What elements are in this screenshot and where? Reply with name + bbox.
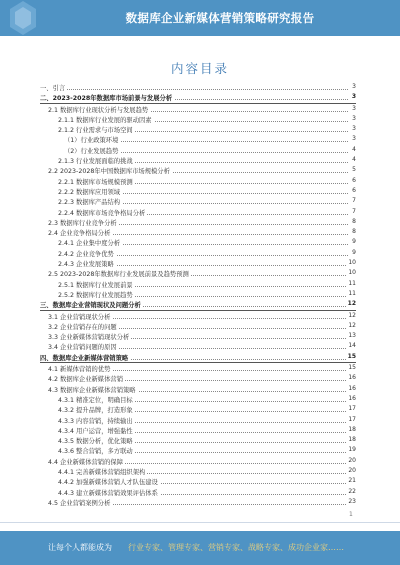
- toc-entry-label: 2.2 2023-2028年中国数据库市场规模分析: [48, 168, 170, 176]
- toc-entry-label: 4.4.2 加强新媒体营销人才队伍建设: [58, 479, 158, 487]
- footer-roles: 行业专家、管理专家、营销专家、战略专家、成功企业家……: [128, 543, 344, 552]
- toc-entry[interactable]: [40, 384, 356, 394]
- toc-entry[interactable]: [40, 415, 356, 425]
- toc-entry-label: 4.1 新媒体营销的优势: [48, 366, 111, 374]
- toc-entry-page: 3: [352, 104, 356, 112]
- toc-entry[interactable]: [40, 237, 356, 247]
- toc-entry[interactable]: [40, 289, 356, 299]
- toc-entry[interactable]: [40, 207, 356, 217]
- toc-entry-label: 4.4.1 完善新媒体营销组织架构: [58, 468, 146, 476]
- footer-slogan: 让每个人都能成为: [48, 543, 112, 552]
- toc-entry[interactable]: [40, 466, 356, 476]
- toc-entry-label: 4.4 企业新媒体营销的保障: [48, 458, 123, 466]
- toc-entry-page: 10: [348, 269, 356, 277]
- toc-entry-label: 三、数据库企业营销现状及问题分析: [40, 302, 141, 310]
- toc-entry-label: 2.1.1 数据库行业发展的驱动因素: [58, 116, 152, 124]
- toc-entry-label: 2.5.2 数据库行业发展趋势: [58, 291, 133, 299]
- toc-entry-label: 一、引言: [40, 85, 66, 92]
- toc-entry-page: 22: [348, 487, 356, 495]
- toc-entry-page: 18: [348, 425, 356, 433]
- toc-entry-page: 3: [351, 93, 356, 101]
- toc-entry-label: 4.3.2 提升品牌，打造形象: [58, 407, 133, 415]
- footer-divider: [0, 522, 400, 523]
- toc-entry[interactable]: [40, 176, 356, 186]
- toc-entry[interactable]: [40, 352, 356, 363]
- toc-entry-label: 2.4.3 企业发展策略: [58, 261, 114, 269]
- toc-entry[interactable]: [40, 155, 356, 165]
- toc-entry[interactable]: [40, 279, 356, 289]
- toc-entry[interactable]: [40, 92, 356, 103]
- toc-entry-label: 4.3.5 数据分析，优化策略: [58, 438, 133, 446]
- toc-entry-page: 9: [352, 248, 356, 256]
- toc-entry-page: 12: [348, 321, 356, 329]
- page-number: 1: [349, 511, 353, 518]
- toc-entry-page: 17: [348, 415, 356, 423]
- toc-entry[interactable]: [40, 268, 356, 278]
- toc-entry-label: 2.4.1 企业集中度分析: [58, 240, 121, 248]
- toc-entry-label: 3.4 企业营销问题的原因: [48, 344, 117, 352]
- toc-entry-label: 4.3 数据库企业新媒体营销策略: [48, 386, 136, 394]
- toc-entry[interactable]: [40, 373, 356, 383]
- toc-entry-page: 6: [352, 176, 356, 184]
- toc-entry-page: 20: [348, 456, 356, 464]
- report-footer: [0, 531, 400, 565]
- table-of-contents: [40, 82, 356, 507]
- toc-entry[interactable]: [40, 299, 356, 310]
- toc-entry-page: 10: [348, 259, 356, 267]
- toc-entry-label: 2.1.2 行业需求与市场空间: [58, 127, 133, 135]
- toc-entry-page: 16: [348, 374, 356, 382]
- toc-entry-label: 2.2.4 数据库市场竞争格局分析: [58, 209, 146, 217]
- toc-entry[interactable]: [40, 394, 356, 404]
- toc-entry[interactable]: [40, 145, 356, 155]
- toc-entry[interactable]: [40, 311, 356, 321]
- toc-entry-label: 3.1 企业营销现状分析: [48, 313, 111, 321]
- toc-entry[interactable]: [40, 114, 356, 124]
- toc-entry-label: 四、数据库企业新媒体营销策略: [40, 354, 129, 362]
- toc-entry[interactable]: [40, 425, 356, 435]
- toc-entry-label: 2.5.1 数据库行业发展前景: [58, 281, 133, 289]
- toc-entry-page: 5: [352, 166, 356, 174]
- toc-entry-label: 2.4.2 企业竞争优势: [58, 250, 114, 258]
- toc-entry-page: 11: [348, 289, 356, 297]
- toc-entry-page: 7: [352, 197, 356, 205]
- toc-entry-page: 19: [348, 446, 356, 454]
- toc-entry-page: 20: [348, 466, 356, 474]
- toc-entry-page: 3: [352, 114, 356, 122]
- toc-entry-label: 2.4 企业竞争格局分析: [48, 230, 111, 238]
- toc-entry-page: 8: [352, 217, 356, 225]
- toc-entry-label: 2.5 2023-2028年数据库行业发展前景及趋势预测: [48, 271, 189, 279]
- toc-entry-page: 12: [348, 311, 356, 319]
- toc-entry-page: 18: [348, 436, 356, 444]
- toc-entry-page: 3: [352, 125, 356, 133]
- toc-entry[interactable]: [40, 165, 356, 175]
- toc-entry[interactable]: [40, 124, 356, 134]
- toc-entry[interactable]: [40, 258, 356, 268]
- toc-entry-page: 13: [348, 332, 356, 340]
- toc-entry-label: 2.1 数据库行业现状分析与发展趋势: [48, 106, 149, 114]
- toc-entry-label: 4.3.1 精准定位，明确目标: [58, 396, 133, 404]
- toc-entry-page: 3: [352, 135, 356, 143]
- toc-entry[interactable]: [40, 217, 356, 227]
- toc-entry[interactable]: [40, 497, 356, 507]
- toc-entry-label: （2）行业发展趋势: [64, 147, 119, 155]
- toc-entry-label: 2.1.3 行业发展面临的挑战: [58, 158, 133, 166]
- toc-entry[interactable]: [40, 248, 356, 258]
- toc-entry-page: 12: [347, 300, 356, 308]
- toc-entry-page: 21: [348, 477, 356, 485]
- toc-entry-label: 4.3.3 内容营销，持续输出: [58, 417, 133, 425]
- toc-entry[interactable]: [40, 186, 356, 196]
- toc-entry[interactable]: [40, 331, 356, 341]
- report-title: 数据库企业新媒体营销策略研究报告: [125, 11, 315, 25]
- toc-entry-label: 2.2.3 数据库产品结构: [58, 199, 121, 207]
- toc-entry-label: 3.3 企业新媒体营销现状分析: [48, 334, 130, 342]
- toc-entry[interactable]: [40, 404, 356, 414]
- toc-entry[interactable]: [40, 196, 356, 206]
- toc-entry-page: 6: [352, 186, 356, 194]
- toc-entry-page: 8: [352, 228, 356, 236]
- toc-entry-label: 2.2.1 数据库市场规模预测: [58, 178, 133, 186]
- toc-entry[interactable]: [40, 227, 356, 237]
- toc-entry-page: 17: [348, 405, 356, 413]
- toc-entry-page: 3: [352, 83, 356, 90]
- toc-entry-label: 4.3.6 整合营销，多方联动: [58, 448, 133, 456]
- toc-entry-label: 4.5 企业营销案例分析: [48, 499, 111, 507]
- toc-entry[interactable]: [40, 435, 356, 445]
- toc-entry-page: 4: [352, 156, 356, 164]
- toc-entry[interactable]: [40, 82, 356, 92]
- toc-entry[interactable]: [40, 363, 356, 373]
- toc-entry-page: 15: [347, 352, 356, 360]
- toc-entry-label: 4.4.3 建立新媒体营销效果评估体系: [58, 489, 158, 497]
- toc-entry-page: 14: [348, 342, 356, 350]
- toc-entry[interactable]: [40, 321, 356, 331]
- toc-entry-page: 9: [352, 238, 356, 246]
- toc-entry[interactable]: [40, 476, 356, 486]
- toc-entry[interactable]: [40, 487, 356, 497]
- toc-entry-page: 7: [352, 207, 356, 215]
- toc-entry-label: （1）行业政策环境: [64, 137, 119, 145]
- toc-heading: 内容目录: [170, 61, 229, 76]
- toc-entry-label: 4.2 数据库企业新媒体营销: [48, 376, 123, 384]
- toc-entry[interactable]: [40, 445, 356, 455]
- toc-entry-page: 23: [348, 497, 356, 505]
- toc-entry[interactable]: [40, 134, 356, 144]
- toc-entry-page: 16: [348, 384, 356, 392]
- logo-hexagon-icon: [8, 0, 38, 36]
- toc-dot-leader: [40, 89, 348, 90]
- toc-entry-page: 4: [352, 145, 356, 153]
- toc-entry-page: 16: [348, 394, 356, 402]
- toc-entry[interactable]: [40, 456, 356, 466]
- toc-entry-label: 4.3.4 用户运营，增强黏性: [58, 427, 133, 435]
- toc-entry-page: 15: [348, 364, 356, 372]
- toc-entry-label: 3.2 企业营销存在的问题: [48, 323, 117, 331]
- toc-entry-page: 11: [348, 279, 356, 287]
- toc-entry-label: 2.2.2 数据库应用领域: [58, 188, 121, 196]
- toc-entry-label: 二、2023-2028年数据库市场前景与发展分析: [40, 95, 173, 103]
- toc-entry[interactable]: [40, 341, 356, 351]
- toc-entry-label: 2.3 数据库行业竞争分析: [48, 219, 117, 227]
- report-header: [0, 0, 400, 36]
- toc-entry[interactable]: [40, 104, 356, 114]
